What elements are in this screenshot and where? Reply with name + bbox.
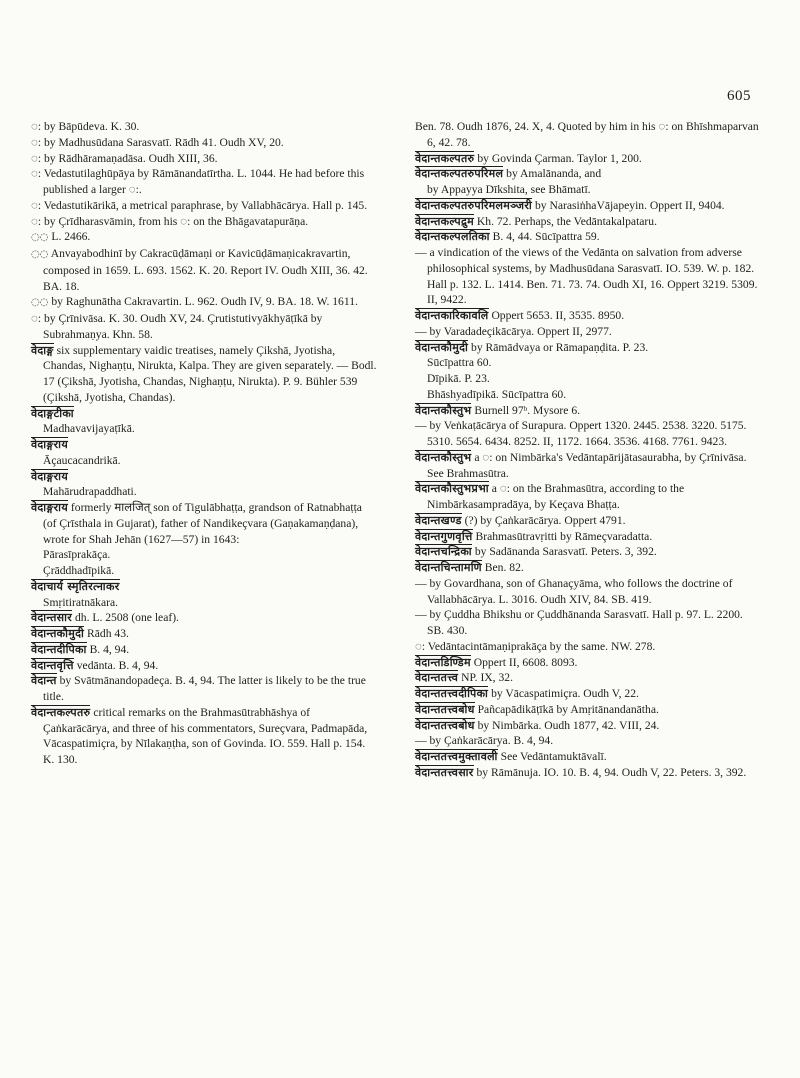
catalogue-entry (415, 245, 761, 308)
entry-text: L. 2466. (51, 230, 91, 244)
entry-text: Ben. 82. (484, 561, 524, 574)
devanagari-headword: वेदान्तडिण्डिम (415, 655, 471, 669)
catalogue-entry (415, 229, 761, 245)
entry-text: by Appayya Dīkshita, see Bhāmatī. (427, 183, 591, 196)
entry-text: Kh. 72. Perhaps, the Vedāntakalpataru. (476, 214, 657, 228)
catalogue-entry (31, 119, 377, 135)
entry-text: by Rāmānuja. IO. 10. B. 4, 94. Oudh V, 22. Peters. 3, 392. (476, 765, 747, 779)
catalogue-entry (415, 560, 761, 576)
catalogue-entry (31, 229, 377, 246)
entry-text: B. 4, 94. (89, 642, 130, 656)
entry-text: by Sadānanda Sarasvatī. Peters. 3, 392. (474, 545, 657, 559)
entry-text: — by Çaṅkarācārya. B. 4, 94. (415, 734, 554, 748)
entry-text: Oppert 5653. II, 3535. 8950. (491, 309, 625, 322)
entry-text: Sūcīpattra 60. (427, 356, 492, 370)
entry-text: Anvayabodhinī by Cakracūḍāmaṇi or Kavicūḍāmaṇicakravartin, composed in 1659. L. 693. 1562. K. 20. Report IV. Oudh XIII, 36. 42. BA. 18. (43, 247, 368, 293)
catalogue-entry (31, 563, 377, 579)
entry-text: a ◌: on the Brahmasūtra, according to the Nimbārkasampradāya, by Keçava Bhaṭṭa. (427, 482, 685, 511)
catalogue-entry (415, 450, 761, 482)
catalogue-entry (31, 484, 377, 500)
catalogue-entry (31, 469, 377, 485)
entry-text: Pañcapādikāṭīkā by Amṛitānandanātha. (477, 702, 659, 716)
devanagari-headword: वेदान्तसार (31, 611, 73, 625)
catalogue-entry (415, 481, 761, 513)
devanagari-headword: वेदान्तकौमुदी (415, 340, 469, 354)
devanagari-headword: वेदान्तकौस्तुभ (415, 450, 472, 464)
catalogue-entry (415, 670, 761, 686)
devanagari-headword: वेदान्तकल्पतरुपरिमलमञ्जरी (415, 198, 533, 212)
entry-text: ◌: Vedastutikārikā, a metrical paraphrase, by Vallabhācārya. Hall p. 145. (31, 198, 368, 212)
catalogue-entry (31, 406, 377, 422)
entry-text: by Amalānanda, and (506, 167, 602, 181)
entry-text: a ◌: on Nimbārka's Vedāntapārijātasaurabha, by Çrīnivāsa. See Brahmasūtra. (427, 450, 747, 480)
entry-text: by NarasiṅhaVājapeyin. Oppert II, 9404. (534, 198, 725, 212)
catalogue-entry (31, 642, 377, 658)
entry-text: ◌: Vedāntacintāmaṇiprakāça by the same. NW. 278. (415, 639, 656, 653)
entry-text: dh. L. 2508 (one leaf). (74, 611, 179, 625)
devanagari-headword: वेदान्तकौस्तुभ (415, 403, 472, 417)
catalogue-entry (415, 151, 761, 167)
devanagari-headword: वेदान्ततत्त्वसार (415, 765, 474, 779)
entry-text: NP. IX, 32. (461, 671, 513, 685)
catalogue-entry (31, 626, 377, 642)
catalogue-entry (415, 749, 761, 765)
catalogue-entry (31, 311, 377, 343)
catalogue-entry (415, 119, 761, 151)
catalogue-entry (31, 437, 377, 453)
devanagari-headword: वेदान्ततत्त्वमुक्तावली (415, 750, 498, 763)
catalogue-entry (415, 198, 761, 214)
devanagari-headword: वेदान्तकल्पद्रुम (415, 214, 474, 228)
devanagari-headword: वेदान्ततत्त्व (415, 671, 459, 685)
catalogue-entry (31, 198, 377, 214)
catalogue-entry (415, 639, 761, 655)
catalogue-entry (31, 547, 377, 563)
entry-text: ◌: by Çrīnivāsa. K. 30. Oudh XV, 24. Çrutistutivyākhyāṭīkā by Subrahmaṇya. Khn. 58. (31, 312, 323, 341)
devanagari-headword: वेदाङ्गराय (31, 469, 68, 483)
entry-text: Çrāddhadīpikā. (43, 564, 115, 577)
entry-text: (?) by Çaṅkarācārya. Oppert 4791. (464, 513, 626, 527)
catalogue-entry (415, 371, 761, 387)
entry-text: by Svātmānandopadeça. B. 4, 94. The latter is likely to be the true title. (43, 674, 366, 703)
entry-text: ◌: by Rādhāramaṇadāsa. Oudh XIII, 36. (31, 151, 218, 165)
entry-text: Brahmasūtravṛitti by Rāmeçvaradatta. (475, 529, 653, 543)
devanagari-headword: वेदान्त (31, 674, 57, 688)
catalogue-entry (415, 182, 761, 198)
entry-text: — by Veṅkaṭācārya of Surapura. Oppert 1320. 2445. 2538. 3220. 5175. 5310. 5654. 6434. 8252. II, 1172. 1664. 3536. 4168. 7761. 9423. (415, 419, 747, 448)
catalogue-entry (415, 355, 761, 371)
devanagari-headword: वेदाङ्गराय (31, 438, 68, 451)
entry-text: by Rāmādvaya or Rāmapaṇḍita. P. 23. (471, 340, 649, 354)
entry-text: — by Govardhana, son of Ghanaçyāma, who follows the doctrine of Vallabhācārya. L. 3016. Oudh XIV, 84. SB. 419. (415, 576, 733, 606)
catalogue-entry (31, 453, 377, 469)
devanagari-headword: वेदाङ्ग (31, 343, 54, 357)
catalogue-entry (31, 294, 377, 311)
ditto-mark: ◌◌ (31, 249, 49, 260)
page-number: 605 (727, 88, 751, 104)
catalogue-entry (415, 418, 761, 450)
catalogue-entry (31, 214, 377, 230)
catalogue-entry (31, 343, 377, 406)
catalogue-entry (31, 673, 377, 705)
catalogue-entry (415, 214, 761, 230)
entry-text: by Govinda Çarman. Taylor 1, 200. (477, 151, 642, 165)
catalogue-entry (415, 655, 761, 671)
entry-text: Smṛitiratnākara. (43, 595, 119, 609)
entry-text: formerly मालजित् son of Tigulābhaṭṭa, grandson of Ratnabhaṭṭa (of Çrīsthala in Gujarat), father of Nandikeçvara (Gaṇakamaṇḍana), wrote for Shah Jehān (1627—57) in 1643: (43, 501, 362, 546)
entry-text: Madhavavijayaṭīkā. (43, 422, 135, 436)
entry-text: — by Çuddha Bhikshu or Çuddhānanda Sarasvatī. Hall p. 97. L. 2200. SB. 430. (415, 608, 743, 637)
catalogue-entry (415, 686, 761, 702)
entry-text: Oppert II, 6608. 8093. (473, 655, 578, 669)
catalogue-entry (415, 718, 761, 734)
devanagari-headword: वेदान्ततत्त्वबोध (415, 702, 475, 716)
entry-text: Āçaucacandrikā. (43, 453, 121, 467)
entry-text: six supplementary vaidic treatises, namely Çikshā, Jyotisha, Chandas, Nighaṇṭu, Nirukta, Kalpa. They are given separately. — Bodl. 17 (Çikshā, Jyotisha, Chandas, Nighaṇṭu, Nirukta). P. 9. Bühler 539 (Çikshā, Jyotisha, Chandas). (43, 343, 377, 404)
entry-text: by Vācaspatimiçra. Oudh V, 22. (491, 687, 639, 700)
entry-text: — a vindication of the views of the Vedānta on salvation from adverse philosophical systems, by Madhusūdana Sarasvatī. IO. 539. W. p. 182. Hall p. 132. L. 1414. Ben. 71. 73. 74. Oudh XI, 16. Oppert 3219. 5309. II, 9422. (415, 246, 758, 307)
devanagari-headword: वेदान्ततत्त्वबोध (415, 718, 475, 732)
ditto-mark: ◌◌ (31, 232, 49, 244)
catalogue-entry (415, 576, 761, 608)
devanagari-headword: वेदान्तकल्पलतिका (415, 230, 490, 244)
catalogue-entry (31, 166, 377, 198)
catalogue-entry (31, 610, 377, 626)
devanagari-headword: वेदान्ततत्त्वदीपिका (415, 687, 489, 700)
catalogue-entry (415, 324, 761, 340)
catalogue-entry (31, 246, 377, 294)
devanagari-headword: वेदान्तकौमुदी (31, 627, 85, 640)
catalogue-entry (415, 544, 761, 560)
devanagari-headword: वेदान्तगुणवृत्ति (415, 529, 473, 543)
entry-text: ◌: by Çrīdharasvāmin, from his ◌: on the Bhāgavatapurāṇa. (31, 214, 309, 228)
entry-text: — by Varadadeçikācārya. Oppert II, 2977. (415, 324, 612, 338)
catalogue-entry (31, 595, 377, 611)
devanagari-headword: वेदान्तचिन्तामणि (415, 561, 482, 574)
entry-text: Pārasīprakāça. (43, 548, 111, 562)
entry-text: Rādh 43. (87, 627, 129, 640)
catalogue-entry (31, 421, 377, 437)
catalogue-entry (415, 166, 761, 182)
entry-text: Dīpikā. P. 23. (427, 372, 490, 385)
entry-text: by Nimbārka. Oudh 1877, 42. VIII, 24. (477, 718, 660, 732)
devanagari-headword: वेदाङ्गराय (31, 501, 68, 514)
devanagari-headword: वेदान्तकल्पतरु (31, 705, 91, 719)
catalogue-entry (31, 579, 377, 595)
entry-text: ◌: by Bāpūdeva. K. 30. (31, 120, 140, 133)
catalogue-entry (31, 500, 377, 547)
catalogue-entry (31, 151, 377, 167)
entry-text: B. 4, 44. Sūcīpattra 59. (492, 230, 600, 244)
entry-text: ◌: Vedastutilaghūpāya by Rāmānandatīrtha. L. 1044. He had before this published a larger ◌:. (31, 167, 365, 196)
catalogue-entry (415, 308, 761, 324)
catalogue-entry (415, 607, 761, 639)
catalogue-entry (31, 705, 377, 768)
catalogue-entry (415, 340, 761, 356)
devanagari-headword: वेदान्तकल्पतरु (415, 151, 475, 165)
entry-text: Bhāshyadīpikā. Sūcīpattra 60. (427, 387, 567, 401)
ditto-mark: ◌◌ (31, 297, 49, 309)
catalogue-entry (31, 658, 377, 674)
devanagari-headword: वेदान्तचन्द्रिका (415, 545, 472, 559)
catalogue-entry (415, 765, 761, 781)
devanagari-headword: वेदान्तवृत्ति (31, 658, 74, 672)
catalogue-entry (415, 387, 761, 403)
catalogue-entry (415, 702, 761, 718)
entry-text: vedānta. B. 4, 94. (76, 658, 159, 672)
entry-text: critical remarks on the Brahmasūtrabhāshya of Çaṅkarācārya, and three of his commentators, Sureçvara, Padmapāda, Vācaspatimiçra, by Nīlakaṇṭha, son of Govinda. IO. 559. Hall p. 154. K. 130. (43, 705, 368, 766)
devanagari-headword: वेदान्तकौस्तुभप्रभा (415, 482, 489, 496)
devanagari-headword: वेदान्तदीपिका (31, 642, 87, 656)
devanagari-headword: वेदान्तकारिकावलि (415, 309, 489, 322)
right-column (415, 119, 761, 781)
catalogue-entry (415, 403, 761, 419)
entry-text: See Vedāntamuktāvalī. (500, 750, 607, 763)
catalogue-entry (415, 733, 761, 749)
entry-text: Ben. 78. Oudh 1876, 24. X, 4. Quoted by him in his ◌: on Bhīshmaparvan 6, 42. 78. (415, 120, 759, 149)
devanagari-headword: वेदान्तखण्ड (415, 513, 462, 527)
devanagari-headword: वेदाङ्गटीका (31, 406, 74, 420)
catalogue-entry (415, 513, 761, 529)
entry-text: Burnell 97ᵇ. Mysore 6. (474, 403, 581, 417)
entry-text: Mahārudrapaddhati. (43, 485, 137, 499)
devanagari-headword: वेदान्तकल्पतरुपरिमल (415, 167, 504, 181)
devanagari-headword: वेदाचार्य स्मृतिरत्नाकर (31, 579, 120, 593)
entry-text: ◌: by Madhusūdana Sarasvatī. Rādh 41. Oudh XV, 20. (31, 135, 284, 149)
left-column (31, 119, 377, 768)
catalogue-entry (415, 529, 761, 545)
catalogue-entry (31, 135, 377, 151)
entry-text: by Raghunātha Cakravartin. L. 962. Oudh IV, 9. BA. 18. W. 1611. (51, 295, 358, 309)
